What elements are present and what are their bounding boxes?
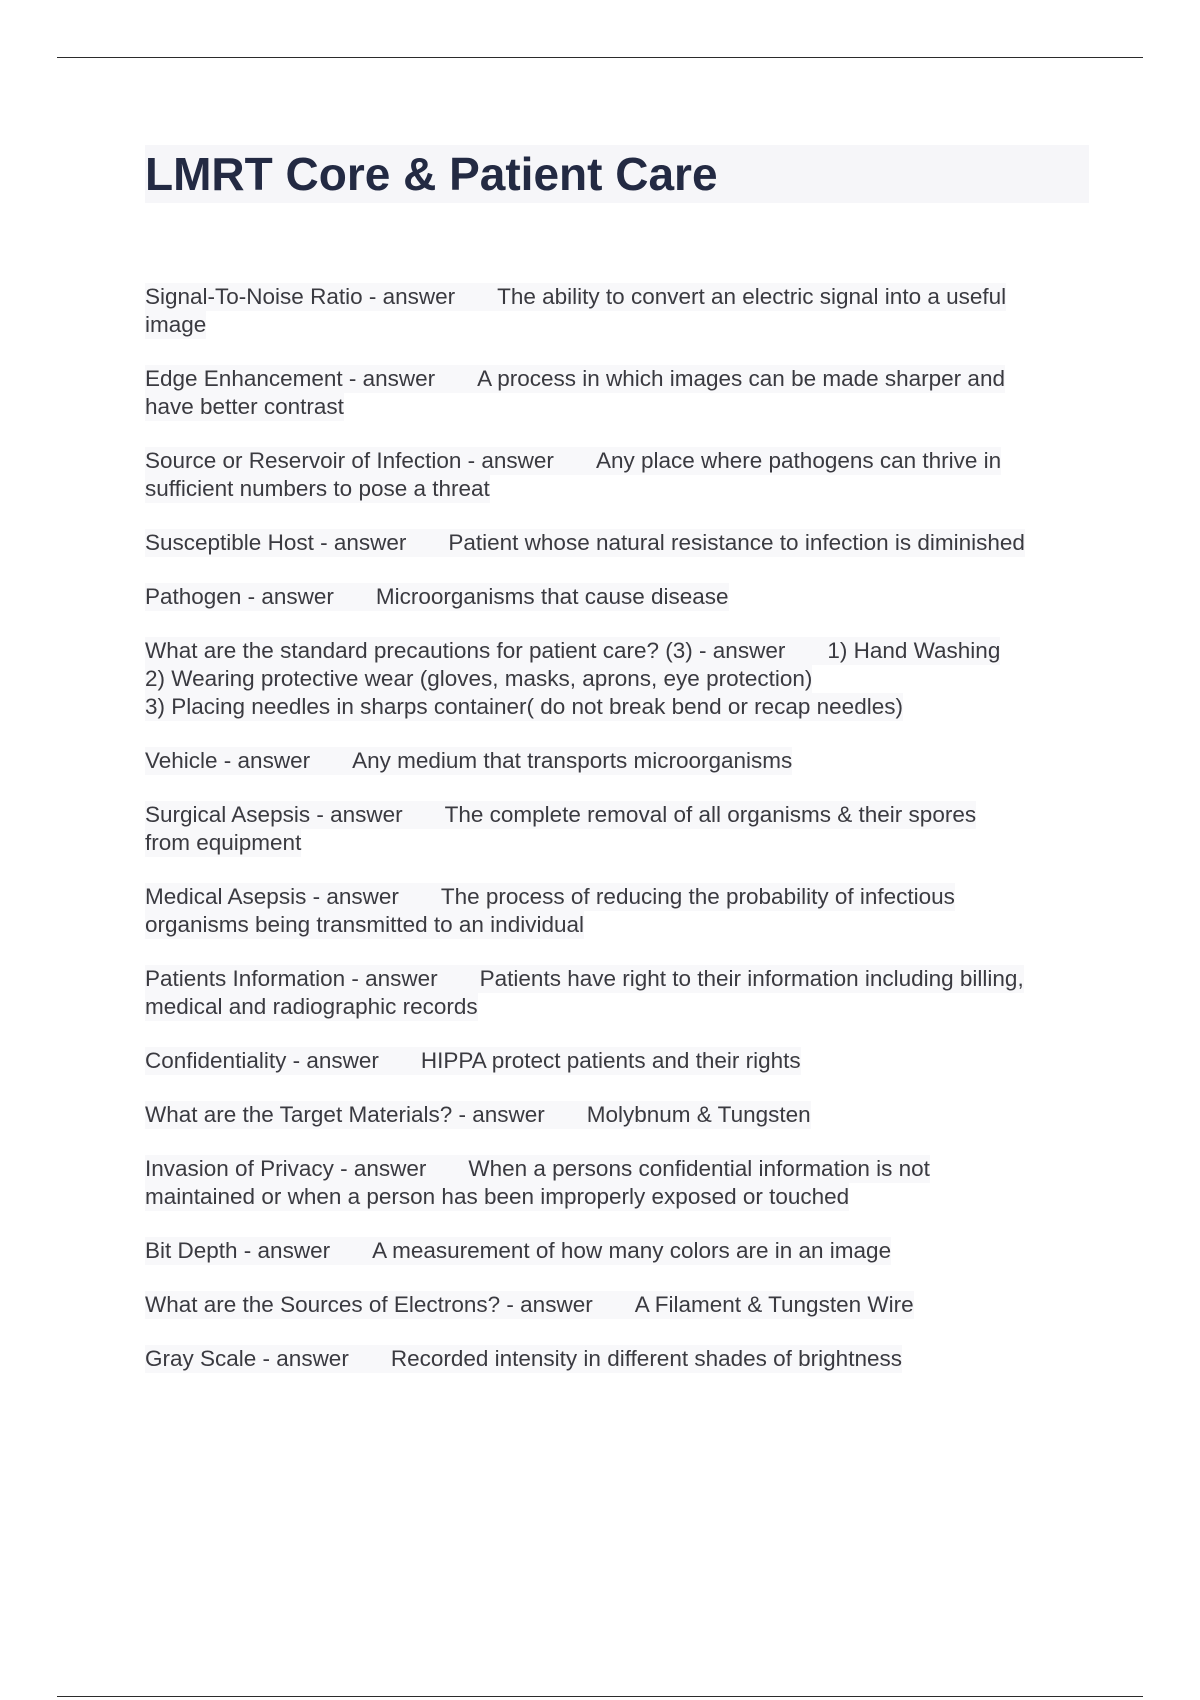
entry-line (145, 693, 903, 721)
entry-line (145, 283, 1006, 311)
term-label: Patients Information - answer (145, 966, 438, 991)
entry-line (145, 1345, 902, 1373)
answer-text: A measurement of how many colors are in an image (372, 1238, 892, 1263)
answer-text: A Filament & Tungsten Wire (634, 1292, 914, 1317)
answer-text: Any medium that transports microorganisms (352, 748, 793, 773)
entry-line (145, 393, 344, 421)
answer-text: Any place where pathogens can thrive in (595, 448, 1002, 473)
answer-text: from equipment (145, 830, 302, 855)
flashcard-entry (145, 1345, 1090, 1373)
flashcard-entry (145, 1291, 1090, 1319)
flashcard-entry (145, 583, 1090, 611)
entry-line (145, 529, 1025, 557)
answer-text: When a persons confidential information is not (468, 1156, 930, 1181)
flashcard-entry (145, 1237, 1090, 1265)
entry-line (145, 447, 1001, 475)
answer-text: Molybnum & Tungsten (586, 1102, 811, 1127)
answer-text: have better contrast (145, 394, 344, 419)
answer-text: organisms being transmitted to an individual (145, 912, 584, 937)
flashcard-entry (145, 365, 1090, 421)
answer-text: 3) Placing needles in sharps container( do not break bend or recap needles) (145, 694, 903, 719)
entry-line (145, 1155, 930, 1183)
term-label: Vehicle - answer (145, 748, 311, 773)
entry-line (145, 1101, 811, 1129)
term-label: Confidentiality - answer (145, 1048, 379, 1073)
term-label: What are the Sources of Electrons? - answer (145, 1292, 593, 1317)
entry-line (145, 365, 1005, 393)
entry-line (145, 911, 584, 939)
answer-text: Patients have right to their information including billing, (479, 966, 1024, 991)
entry-line (145, 1237, 891, 1265)
flashcard-list (145, 283, 1090, 1399)
bottom-rule (57, 1696, 1143, 1697)
term-label: Source or Reservoir of Infection - answer (145, 448, 554, 473)
entry-line (145, 993, 478, 1021)
entry-line (145, 665, 812, 693)
answer-text: image (145, 312, 207, 337)
term-label: Invasion of Privacy - answer (145, 1156, 427, 1181)
flashcard-entry (145, 1101, 1090, 1129)
term-label: Gray Scale - answer (145, 1346, 349, 1371)
answer-text: 1) Hand Washing (827, 638, 1001, 663)
answer-text: The ability to convert an electric signal into a useful (497, 284, 1007, 309)
flashcard-entry (145, 747, 1090, 775)
flashcard-entry (145, 1155, 1090, 1211)
term-label: What are the Target Materials? - answer (145, 1102, 545, 1127)
flashcard-entry (145, 283, 1090, 339)
flashcard-entry (145, 883, 1090, 939)
entry-line (145, 801, 976, 829)
flashcard-entry (145, 1047, 1090, 1075)
flashcard-entry (145, 447, 1090, 503)
entry-line (145, 747, 792, 775)
answer-text: maintained or when a person has been improperly exposed or touched (145, 1184, 850, 1209)
flashcard-entry (145, 529, 1090, 557)
flashcard-entry (145, 801, 1090, 857)
flashcard-entry (145, 965, 1090, 1021)
answer-text: Recorded intensity in different shades of brightness (390, 1346, 902, 1371)
answer-text: HIPPA protect patients and their rights (420, 1048, 801, 1073)
term-label: Pathogen - answer (145, 584, 334, 609)
top-rule (57, 57, 1143, 58)
flashcard-entry (145, 637, 1090, 721)
page-title: LMRT Core & Patient Care (145, 148, 718, 200)
entry-line (145, 883, 955, 911)
term-label: Bit Depth - answer (145, 1238, 331, 1263)
entry-line (145, 1183, 849, 1211)
answer-text: Patient whose natural resistance to infection is diminished (448, 530, 1025, 555)
entry-line (145, 1047, 801, 1075)
term-label: Signal-To-Noise Ratio - answer (145, 284, 456, 309)
entry-line (145, 475, 490, 503)
answer-text: The process of reducing the probability of infectious (440, 884, 955, 909)
answer-text: Microorganisms that cause disease (375, 584, 729, 609)
term-label: Edge Enhancement - answer (145, 366, 436, 391)
answer-text: 2) Wearing protective wear (gloves, masks, aprons, eye protection) (145, 666, 813, 691)
entry-line (145, 829, 301, 857)
answer-text: The complete removal of all organisms & their spores (444, 802, 977, 827)
answer-text: medical and radiographic records (145, 994, 478, 1019)
term-label: What are the standard precautions for patient care? (3) - answer (145, 638, 786, 663)
term-label: Susceptible Host - answer (145, 530, 407, 555)
answer-text: sufficient numbers to pose a threat (145, 476, 490, 501)
term-label: Surgical Asepsis - answer (145, 802, 403, 827)
term-label: Medical Asepsis - answer (145, 884, 399, 909)
entry-line (145, 637, 1000, 665)
entry-line (145, 965, 1024, 993)
entry-line (145, 1291, 914, 1319)
answer-text: A process in which images can be made sharper and (477, 366, 1005, 391)
entry-line (145, 583, 729, 611)
entry-line (145, 311, 206, 339)
